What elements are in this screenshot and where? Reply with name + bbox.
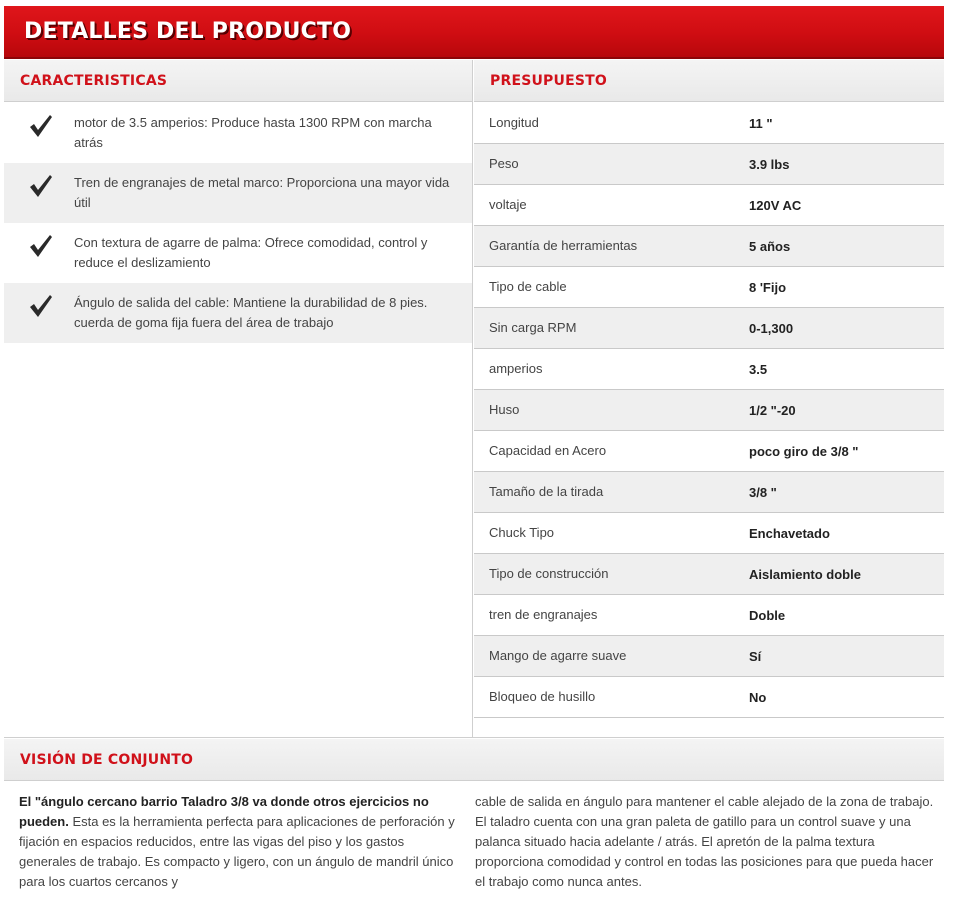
feature-item	[4, 283, 472, 343]
spec-row	[474, 103, 944, 144]
overview-body-right: cable de salida en ángulo para mantener el cable alejado de la zona de trabajo. El taladro cuenta con una gran paleta de gatillo para un control suave y una palanca situado hacia adelante / atrás. El apretón de la palma textura proporciona comodidad y control en todas las posiciones para que pueda hacer el trabajo como nunca antes.	[475, 794, 934, 889]
spec-value: Sí	[749, 649, 762, 664]
page-title: DETALLES DEL PRODUCTO	[24, 19, 352, 44]
specs-header	[474, 60, 944, 102]
spec-label: Tipo de cable	[489, 279, 567, 294]
spec-value: 8 'Fijo	[749, 280, 787, 295]
spec-value: Aislamiento doble	[749, 567, 861, 582]
feature-item	[4, 163, 472, 223]
spec-label: Garantía de herramientas	[489, 238, 638, 253]
divider	[4, 737, 944, 738]
overview-heading: VISIÓN DE CONJUNTO	[20, 752, 194, 768]
specs-table	[474, 103, 944, 718]
overview-text-right	[475, 792, 935, 892]
spec-value: 120V AC	[749, 198, 802, 213]
spec-value: Doble	[749, 608, 786, 623]
spec-value: 5 años	[749, 239, 791, 254]
checkmark-icon	[28, 173, 54, 199]
overview-text-left	[19, 792, 459, 892]
spec-row	[474, 185, 944, 226]
spec-value: No	[749, 690, 767, 705]
spec-row	[474, 431, 944, 472]
spec-label: Peso	[489, 156, 519, 171]
spec-row	[474, 472, 944, 513]
spec-value: 3/8 "	[749, 485, 777, 500]
spec-value: Enchavetado	[749, 526, 830, 541]
spec-value: 0-1,300	[749, 321, 794, 336]
feature-text: Ángulo de salida del cable: Mantiene la durabilidad de 8 pies. cuerda de goma fija fuera del área de trabajo	[74, 295, 428, 330]
spec-row	[474, 144, 944, 185]
spec-label: Tipo de construcción	[489, 566, 609, 581]
features-list	[4, 103, 472, 343]
spec-value: 3.9 lbs	[749, 157, 790, 172]
checkmark-icon	[28, 293, 54, 319]
spec-row	[474, 554, 944, 595]
spec-label: Sin carga RPM	[489, 320, 577, 335]
spec-label: Bloqueo de husillo	[489, 689, 596, 704]
feature-item	[4, 103, 472, 163]
spec-label: voltaje	[489, 197, 527, 212]
spec-row	[474, 595, 944, 636]
overview-body-left: Esta es la herramienta perfecta para aplicaciones de perforación y fijación en espacios reducidos, entre las vigas del piso y los gastos generales de trabajo. Es compacto y ligero, con un ángulo de mandril único para los cuartos cercanos y	[19, 814, 455, 889]
column-divider	[472, 60, 473, 738]
page-title-banner	[4, 6, 944, 59]
specs-heading: PRESUPUESTO	[490, 73, 607, 89]
spec-value: poco giro de 3/8 "	[749, 444, 859, 459]
spec-row	[474, 349, 944, 390]
feature-item	[4, 223, 472, 283]
spec-row	[474, 390, 944, 431]
spec-label: Chuck Tipo	[489, 525, 555, 540]
spec-row	[474, 267, 944, 308]
overview-lead: El "ángulo cercano barrio Taladro 3/8 va donde otros ejercicios no pueden.	[19, 794, 429, 829]
spec-value: 1/2 "-20	[749, 403, 796, 418]
spec-label: Mango de agarre suave	[489, 648, 627, 663]
feature-text: Tren de engranajes de metal marco: Proporciona una mayor vida útil	[74, 175, 450, 210]
spec-row	[474, 677, 944, 718]
features-heading: CARACTERISTICAS	[20, 73, 168, 89]
checkmark-icon	[28, 233, 54, 259]
spec-row	[474, 308, 944, 349]
spec-row	[474, 226, 944, 267]
spec-label: tren de engranajes	[489, 607, 598, 622]
features-header	[4, 60, 472, 102]
spec-value: 11 "	[749, 116, 773, 131]
overview-header	[4, 739, 944, 781]
spec-label: Longitud	[489, 115, 539, 130]
spec-value: 3.5	[749, 362, 768, 377]
feature-text: Con textura de agarre de palma: Ofrece comodidad, control y reduce el deslizamiento	[74, 235, 428, 270]
checkmark-icon	[28, 113, 54, 139]
spec-label: Huso	[489, 402, 520, 417]
spec-label: Capacidad en Acero	[489, 443, 607, 458]
spec-row	[474, 636, 944, 677]
spec-row	[474, 513, 944, 554]
feature-text: motor de 3.5 amperios: Produce hasta 1300 RPM con marcha atrás	[74, 115, 432, 150]
spec-label: amperios	[489, 361, 543, 376]
spec-label: Tamaño de la tirada	[489, 484, 604, 499]
